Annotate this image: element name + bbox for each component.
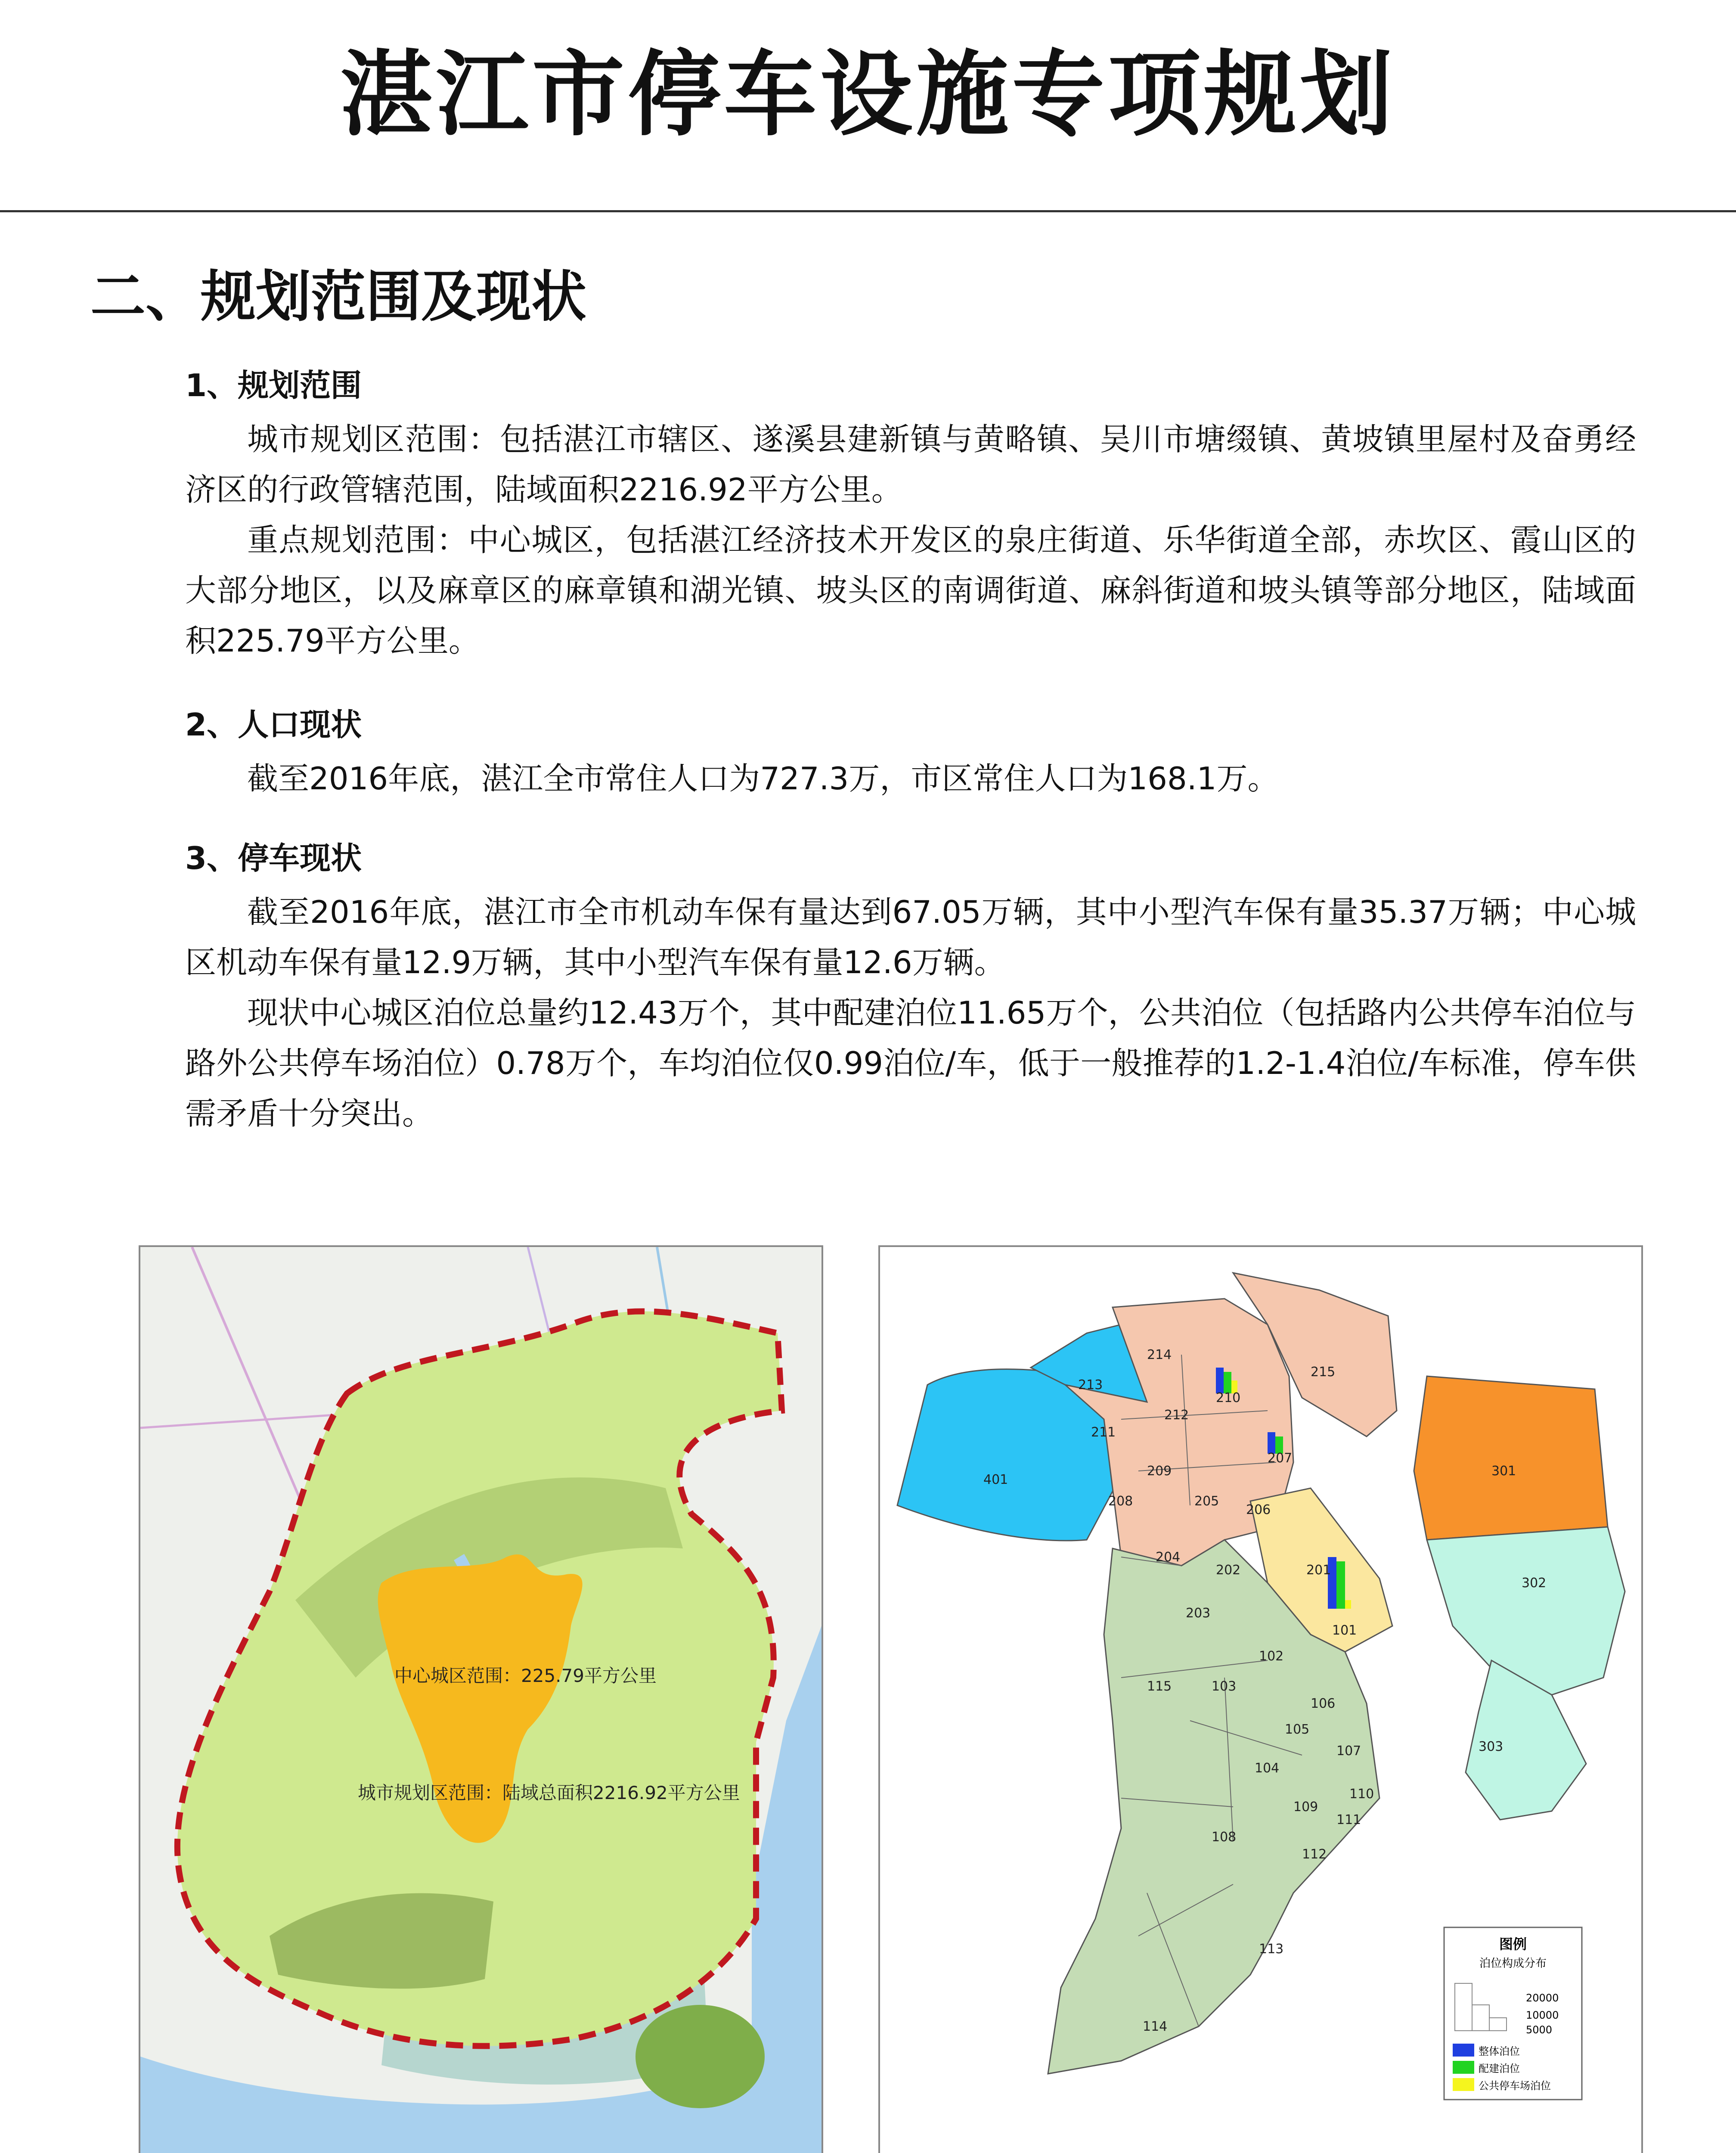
paragraph-parking-spaces: 现状中心城区泊位总量约12.43万个，其中配建泊位11.65万个，公共泊位（包括路内公共停车泊位与路外公共停车场泊位）0.78万个，车均泊位仅0.99泊位/车，低于一般推荐的1.2-1.4泊位/车标准，停车供需矛盾十分突出。 <box>185 995 1636 1132</box>
zone-label-212: 212 <box>1164 1408 1189 1423</box>
paragraph-population: 截至2016年底，湛江全市常住人口为727.3万，市区常住人口为168.1万。 <box>247 760 1279 797</box>
zone-label-101: 101 <box>1332 1623 1357 1638</box>
zone-label-208: 208 <box>1108 1494 1133 1509</box>
zone-label-113: 113 <box>1259 1942 1284 1957</box>
zone-label-204: 204 <box>1156 1550 1181 1565</box>
zone-label-202: 202 <box>1216 1563 1241 1578</box>
zone-label-206: 206 <box>1246 1502 1271 1517</box>
zone-label-301: 301 <box>1491 1464 1516 1479</box>
zone-label-214: 214 <box>1147 1347 1172 1362</box>
label-city-area: 城市规划区范围：陆域总面积2216.92平方公里 <box>358 1782 740 1803</box>
zone-label-209: 209 <box>1147 1464 1172 1479</box>
paragraph-parking-vehicles: 截至2016年底，湛江市全市机动车保有量达到67.05万辆，其中小型汽车保有量35.37万辆；中心城区机动车保有量12.9万辆，其中小型汽车保有量12.6万辆。 <box>185 894 1636 980</box>
zone-label-107: 107 <box>1336 1743 1361 1759</box>
zone-label-102: 102 <box>1259 1649 1284 1664</box>
zone-label-215: 215 <box>1311 1365 1336 1380</box>
zone-label-211: 211 <box>1091 1425 1116 1440</box>
zone-label-112: 112 <box>1302 1847 1327 1862</box>
planning-scope-map-graphic <box>140 1247 822 2153</box>
zone-label-109: 109 <box>1293 1799 1318 1815</box>
zone-label-205: 205 <box>1194 1494 1219 1509</box>
legend-title: 图例 <box>1499 1936 1527 1952</box>
legend-scale-20000: 20000 <box>1526 1992 1559 2004</box>
zone-label-108: 108 <box>1212 1830 1237 1845</box>
zone-label-201: 201 <box>1306 1563 1331 1578</box>
subsection-heading-parking: 3、停车现状 <box>185 840 362 876</box>
zone-label-106: 106 <box>1311 1696 1336 1711</box>
zone-label-207: 207 <box>1268 1451 1293 1466</box>
zone-label-203: 203 <box>1186 1606 1211 1621</box>
zone-label-114: 114 <box>1143 2019 1168 2034</box>
section-heading: 二、规划范围及现状 <box>90 265 587 329</box>
zone-label-103: 103 <box>1212 1679 1237 1694</box>
subsection-heading-population: 2、人口现状 <box>185 707 362 743</box>
zone-label-213: 213 <box>1078 1377 1103 1393</box>
zone-label-401: 401 <box>983 1472 1008 1487</box>
parking-distribution-map-graphic <box>880 1247 1641 2153</box>
legend-item-public-lot: 公共停车场泊位 <box>1479 2080 1551 2092</box>
title-divider <box>0 210 1736 212</box>
subsection-heading-scope: 1、规划范围 <box>185 367 362 403</box>
zone-label-111: 111 <box>1336 1812 1361 1827</box>
paragraph-scope-core: 重点规划范围：中心城区，包括湛江经济技术开发区的泉庄街道、乐华街道全部，赤坎区、霞山区的大部分地区，以及麻章区的麻章镇和湖光镇、坡头区的南调街道、麻斜街道和坡头镇等部分地区，陆域面积225.79平方公里。 <box>185 522 1636 659</box>
zone-label-105: 105 <box>1285 1722 1310 1737</box>
legend-subtitle: 泊位构成分布 <box>1479 1957 1547 1970</box>
label-core-area: 中心城区范围：225.79平方公里 <box>394 1665 657 1686</box>
legend-scale-10000: 10000 <box>1526 2009 1559 2021</box>
parking-distribution-map <box>878 1245 1643 2153</box>
zone-label-302: 302 <box>1522 1576 1547 1591</box>
map-legend <box>1444 1927 1582 2100</box>
planning-scope-map <box>139 1245 823 2153</box>
legend-item-total: 整体泊位 <box>1479 2045 1520 2057</box>
page-title: 湛江市停车设施专项规划 <box>340 40 1396 149</box>
zone-label-303: 303 <box>1479 1739 1504 1754</box>
legend-scale-5000: 5000 <box>1526 2024 1553 2036</box>
zone-label-210: 210 <box>1216 1390 1241 1405</box>
paragraph-scope-city: 城市规划区范围：包括湛江市辖区、遂溪县建新镇与黄略镇、吴川市塘缀镇、黄坡镇里屋村及奋勇经济区的行政管辖范围，陆域面积2216.92平方公里。 <box>185 421 1636 508</box>
legend-item-attached: 配建泊位 <box>1479 2063 1520 2075</box>
zone-label-110: 110 <box>1349 1787 1374 1802</box>
zone-label-104: 104 <box>1255 1761 1280 1776</box>
zone-label-115: 115 <box>1147 1679 1172 1694</box>
